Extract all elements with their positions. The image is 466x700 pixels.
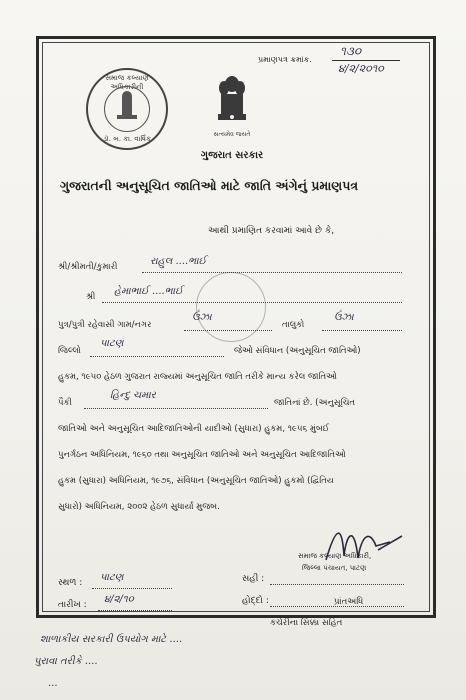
paragraph-line-4: સુધારો) અધિનિયમ, ૨૦૦૨ હેઠળ સુધાર્યા મુજબ. (58, 502, 220, 512)
caste-underline (84, 408, 268, 409)
certificate-date-value: ૪/૨/૨૦૧૦ (338, 62, 384, 75)
caste-value: હિન્દુ ચમાર (110, 390, 156, 401)
government-name: ગુજરાત સરકાર (200, 150, 264, 161)
certificate-number-divider (332, 60, 400, 61)
village-value: ઉંઝા (192, 312, 212, 323)
place-value: પાટણ (100, 572, 124, 583)
date-value: ૪/૨/૧૦ (104, 594, 134, 605)
order-line: હુકમ, ૧૯૫૦ હેઠળ ગુજરાત રાજ્યમાં અનુસૂચિત જાતિ તરીકે માન્ય કરેલ જાતિઓ (58, 372, 337, 382)
village-label: પુત્ર/પુત્રી રહેવાસી ગામ/નગર (58, 320, 152, 330)
name-value: રાહુલ ....ભાઈ (150, 256, 207, 267)
handwritten-note-3: ... (48, 678, 58, 689)
office-seal-label: કચેરીના સિક્કા સહિત (270, 618, 343, 628)
paragraph-line-2: પુનર્ગઠન અધિનિયમ, ૧૯૬૦ તથા અનુસૂચિત જાતિઓ અને અનુસૂચિત આદિજાતિઓ (58, 450, 346, 460)
paragraph-line-3: હુકમ (સુધારા) અધિનિયમ, ૧૯૭૬, સંવિધાન (અનુસૂચિત જાતિઓ) હુકમો (દ્વિતિય (58, 476, 334, 486)
handwritten-note-2: પુરાવા તરીકે .... (34, 656, 98, 667)
district-suffix: જેઓ સંવિધાન (અનુસૂચિત જાતિઓ) (234, 346, 361, 356)
handwritten-signature (318, 516, 408, 570)
father-label: શ્રી (86, 292, 96, 302)
sign-underline (270, 584, 404, 585)
post-label: હોદ્દો : (242, 596, 269, 606)
father-underline (102, 302, 402, 303)
stamp-top-text: સમાજ કલ્યાણ અધિકારીની (105, 74, 149, 91)
district-label: જિલ્લો (58, 346, 81, 356)
stamp-inner-circle (104, 86, 150, 132)
official-round-stamp (86, 68, 168, 150)
emblem-motto: સત્યમેવ જયતે (213, 131, 251, 138)
post-value: પ્રાંતઅધિ (334, 597, 364, 607)
village-underline (184, 330, 272, 331)
taluka-label: તાલુકો (282, 320, 305, 330)
faint-seal-impression (196, 272, 266, 342)
certificate-number-label: પ્રમાણપત્ર ક્રમાંક. (258, 55, 312, 64)
handwritten-note-1: શાળાકીય સરકારી ઉપયોગ માટે .... (40, 634, 183, 645)
district-underline (90, 356, 224, 357)
taluka-underline (322, 330, 402, 331)
signatory-role-line-1: સમાજ કલ્યાણ અધિકારી, (298, 552, 372, 560)
certificate-title: ગુજરાતની અનુસૂચિત જાતિઓ માટે જાતિ અંગેનું પ્રમાણપત્ર (60, 178, 359, 193)
signatory-role-line-2: જિલ્લા પંચાયત, પાટણ (302, 564, 367, 572)
stamp-emblem-icon (105, 87, 149, 131)
national-emblem-icon (214, 74, 250, 130)
name-label: શ્રી/શ્રીમતી/કુમારી (58, 262, 118, 272)
date-underline (98, 610, 172, 611)
place-underline (92, 588, 172, 589)
stamp-bottom-text: ડૉ. બ. કા. વાર્ષિક (103, 135, 151, 143)
date-label: તારીખ : (58, 600, 87, 610)
certificate-number-value: ૧૩૦ (340, 44, 362, 58)
name-underline (142, 272, 402, 273)
sign-label: સહી : (242, 574, 265, 584)
caste-suffix: જાતિનાં છે. (અનુસૂચિત (274, 398, 356, 408)
caste-prefix: પૈકી (58, 398, 72, 408)
paragraph-line-1: જાતિઓ અને અનુસૂચિત આદિજાતિઓની યાદીઓ (સુધારા) હુકમ, ૧૯૫૬ મુંબઈ (58, 424, 330, 434)
district-value: પાટણ (100, 338, 124, 349)
place-label: સ્થળ : (58, 578, 83, 588)
intro-text: આથી પ્રમાણિત કરવામાં આવે છે કે, (208, 226, 335, 236)
father-value: હેમાભાઈ ....ભાઈ (114, 286, 183, 297)
taluka-value: ઉંઝા (334, 312, 354, 323)
